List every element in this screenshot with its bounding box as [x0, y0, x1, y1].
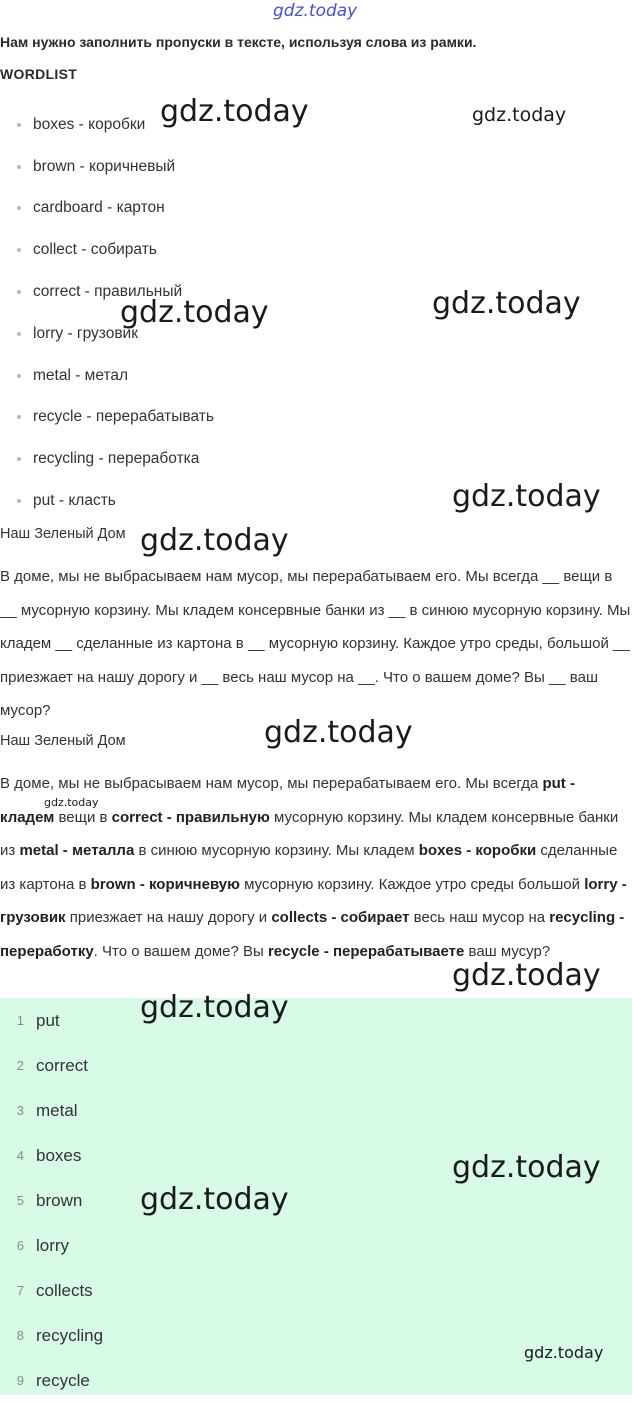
wordlist-item-text: correct - правильный [33, 283, 183, 301]
answer-highlight: brown - коричневую [90, 875, 240, 893]
answer-item [0, 998, 632, 1043]
bullet-icon [17, 248, 21, 252]
wordlist-item-text: metal - метал [33, 366, 129, 384]
bullet-icon [17, 374, 21, 378]
watermark: gdz.today [452, 1150, 601, 1185]
answer-word: recycling [36, 1325, 104, 1345]
wordlist-item-text: cardboard - картон [33, 199, 165, 217]
watermark: gdz.today [120, 295, 269, 330]
text-segment: весь наш мусор на [409, 909, 550, 926]
bullet-icon [17, 206, 21, 210]
answer-highlight: lorry - грузовик [0, 875, 627, 926]
filled-text-title: Наш Зеленый Дом [0, 733, 126, 749]
bullet-icon [17, 165, 21, 169]
text-segment: мусорную корзину. Мы кладем консервные банки из [0, 808, 619, 859]
answer-item [0, 1043, 632, 1088]
answer-highlight: metal - металла [19, 842, 135, 859]
answer-word: metal [36, 1100, 78, 1120]
text-segment: в синюю мусорную корзину. Мы кладем [134, 842, 419, 859]
bullet-icon [17, 457, 21, 461]
answer-number: 6 [16, 1238, 24, 1253]
answer-highlight: collects - собирает [271, 909, 410, 926]
text-segment: . Что о вашем доме? Вы [93, 942, 268, 960]
watermark: gdz.today [452, 479, 601, 514]
watermark: gdz.today [524, 1343, 604, 1362]
answer-word: correct [36, 1055, 88, 1075]
answer-word: brown [36, 1190, 83, 1210]
answer-number: 7 [16, 1283, 24, 1298]
watermark: gdz.today [140, 523, 289, 558]
watermark: gdz.today [264, 715, 413, 750]
text-segment: сделанные из картона в [0, 842, 618, 893]
wordlist-item [0, 229, 214, 271]
text-segment: мусорную корзину. Каждое утро среды большой [239, 875, 585, 893]
answer-number: 3 [16, 1103, 24, 1118]
answer-number: 4 [16, 1148, 24, 1163]
watermark: gdz.today [140, 990, 289, 1025]
answer-word: lorry [36, 1235, 70, 1255]
wordlist-heading: WORDLIST [0, 66, 78, 82]
text-title: Наш Зеленый Дом [0, 526, 126, 542]
wordlist-item [0, 146, 214, 188]
watermark: gdz.today [44, 796, 99, 809]
watermark: gdz.today [160, 94, 309, 129]
answer-highlight: correct - правильную [111, 808, 270, 826]
answer-item [0, 1088, 632, 1133]
answer-word: recycle [36, 1370, 90, 1390]
bullet-icon [17, 499, 21, 503]
gapped-text: В доме, мы не выбрасываем нам мусор, мы перерабатываем его. Мы всегда __ вещи в __ мусорную корзину. Мы кладем консервные банки из __ в синюю мусорную корзину. Мы кладем __ сделанные из картона в __ мусорную корзину. Каждое утро среды, большой __ приезжает на нашу дорогу и __ весь наш мусор на __. Что о вашем доме? Вы __ ваш мусор? [0, 568, 631, 719]
instruction-text: Нам нужно заполнить пропуски в тексте, используя слова из рамки. [0, 34, 477, 50]
filled-text [0, 767, 628, 968]
answers-panel [0, 998, 632, 1395]
wordlist-item [0, 271, 214, 313]
answer-word: boxes [36, 1145, 82, 1165]
watermark: gdz.today [452, 958, 601, 993]
wordlist-item-text: boxes - коробки [33, 115, 146, 133]
watermark: gdz.today [432, 286, 581, 321]
answer-highlight: recycle - перерабатываете [267, 942, 465, 960]
wordlist-item [0, 188, 214, 230]
answer-number: 2 [16, 1058, 24, 1073]
wordlist-item [0, 104, 214, 146]
answer-highlight: recycling - переработку [0, 909, 625, 960]
bullet-icon [17, 123, 21, 127]
wordlist-item-text: brown - коричневый [33, 157, 176, 175]
wordlist-item [0, 480, 214, 522]
bullet-icon [17, 332, 21, 336]
bullet-icon [17, 290, 21, 294]
answer-word: collects [36, 1280, 93, 1300]
answer-number: 8 [16, 1328, 24, 1343]
answer-word: put [36, 1010, 60, 1030]
wordlist-item [0, 397, 214, 439]
watermark-top: gdz.today [273, 1, 358, 21]
watermark: gdz.today [472, 104, 567, 126]
answer-item [0, 1223, 632, 1268]
wordlist [0, 104, 214, 522]
bullet-icon [17, 415, 21, 419]
text-segment: приезжает на нашу дорогу и [65, 909, 272, 926]
wordlist-item [0, 438, 214, 480]
wordlist-item-text: recycle - перерабатывать [33, 408, 214, 426]
answer-number: 1 [16, 1013, 24, 1028]
answer-highlight: boxes - коробки [418, 842, 537, 859]
wordlist-item-text: collect - собирать [33, 241, 157, 259]
answer-number: 9 [16, 1373, 24, 1388]
watermark: gdz.today [140, 1182, 289, 1217]
answer-number: 5 [16, 1193, 24, 1208]
answer-item [0, 1358, 632, 1403]
answer-item [0, 1268, 632, 1313]
text-segment: В доме, мы не выбрасываем нам мусор, мы перерабатываем его. Мы всегда [0, 775, 543, 792]
wordlist-item [0, 355, 214, 397]
text-segment: вещи в [54, 808, 112, 826]
wordlist-item-text: put - класть [33, 492, 116, 510]
wordlist-item [0, 313, 214, 355]
wordlist-item-text: lorry - грузовик [33, 324, 138, 342]
text-segment: ваш мусур? [464, 942, 551, 960]
answer-highlight: put - кладем [0, 775, 575, 826]
wordlist-item-text: recycling - переработка [33, 450, 200, 468]
